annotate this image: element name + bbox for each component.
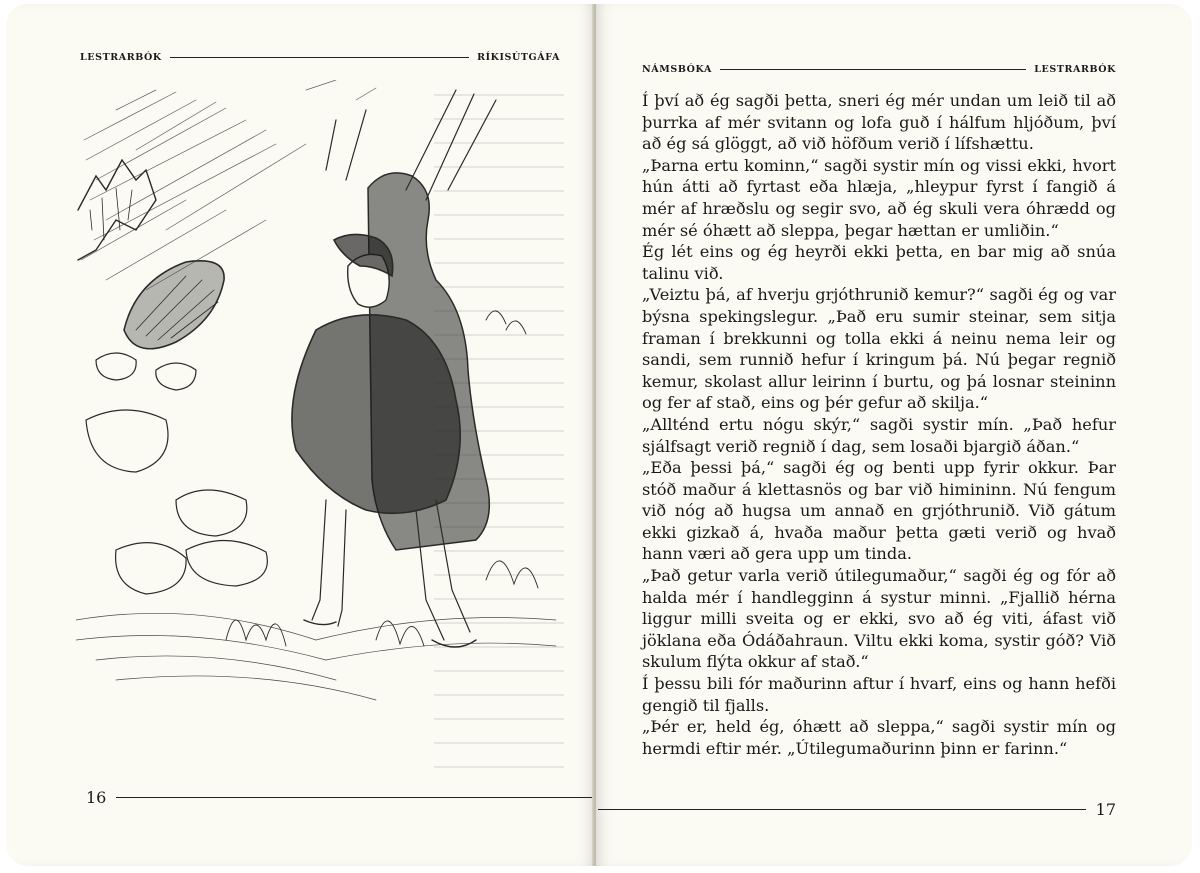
paragraph: Í því að ég sagði þetta, sneri ég mér undan um leið til að þurrka af mér svitann og lofa guð í hálfum hljóðum, því að ég sá glöggt, að við höfðum verið í lífshættu. xyxy=(642,91,1116,154)
right-page xyxy=(596,4,1192,866)
page-number-16: 16 xyxy=(86,788,107,807)
left-folio-rule xyxy=(116,797,594,798)
left-head-title: LESTRARBÓK xyxy=(80,52,162,63)
paragraph: Í þessu bili fór maðurinn aftur í hvarf, eins og hann hefði gengið til fjalls. xyxy=(642,674,1116,715)
right-folio-rule xyxy=(598,809,1086,810)
right-running-head xyxy=(642,64,1116,75)
right-head-rule xyxy=(720,69,1026,70)
paragraph: „Það getur varla verið útilegumaður,“ sagði ég og fór að halda mér í handlegginn á systur minni. „Fjallið hérna liggur milli sveita og er ekki, svo að ég viti, áfast við jöklana eða Ódáðahraun. Viltu ekki koma, systir góð? Við skulum flýta okkur af stað.“ xyxy=(642,566,1116,672)
left-head-publisher: RÍKISÚTGÁFA xyxy=(477,52,560,63)
girls-in-storm-illustration xyxy=(76,80,562,728)
right-head-title: LESTRARBÓK xyxy=(1034,64,1116,75)
left-running-head xyxy=(80,52,560,63)
paragraph: „Eða þessi þá,“ sagði ég og benti upp fyrir okkur. Þar stóð maður á klettasnös og bar við himininn. Nú fengum við nóg að hugsa um annað en grjóthrunið. Við gátum ekki gizkað á, hvaða maður þetta gæti verið og hvað hann væri að gera upp um tinda. xyxy=(642,458,1116,564)
paragraph: „Þarna ertu kominn,“ sagði systir mín og vissi ekki, hvort hún átti að fyrtast eða hlæja, „hleypur fyrst í fangið á mér af hræðslu og segir svo, að ég skuli vera óhrædd og mér sé óhætt að sleppa, þegar hættan er umliðin.“ xyxy=(642,155,1116,240)
page-number-17: 17 xyxy=(1095,800,1116,819)
right-folio xyxy=(598,800,1116,819)
paragraph: „Allténd ertu nógu skýr,“ sagði systir mín. „Það hefur sjálfsagt verið regnið í dag, sem losaði bjargið áðan.“ xyxy=(642,414,1116,456)
left-page xyxy=(6,4,594,866)
right-head-left: NÁMSBÓKA xyxy=(642,64,712,75)
left-folio xyxy=(86,788,594,807)
left-head-rule xyxy=(170,57,469,58)
paragraph: „Þér er, held ég, óhætt að sleppa,“ sagði systir mín og hermdi eftir mér. „Útilegumaðurinn þinn er farinn.“ xyxy=(642,717,1116,758)
body-text xyxy=(642,90,1116,759)
paragraph: Ég lét eins og ég heyrði ekki þetta, en bar mig að snúa talinu við. xyxy=(642,242,1116,283)
paragraph: „Veiztu þá, af hverju grjóthrunið kemur?“ sagði ég og var býsna spekingslegur. „Það eru sumir steinar, sem sitja framan í brekkunni og tolla ekki á neinu nema leir og sandi, sem runnið hefur í kringum þá. Nú þegar regnið kemur, skolast allur leirinn í burtu, og þá losnar steininn og fer af stað, eins og þér gefur að skilja.“ xyxy=(642,285,1116,413)
